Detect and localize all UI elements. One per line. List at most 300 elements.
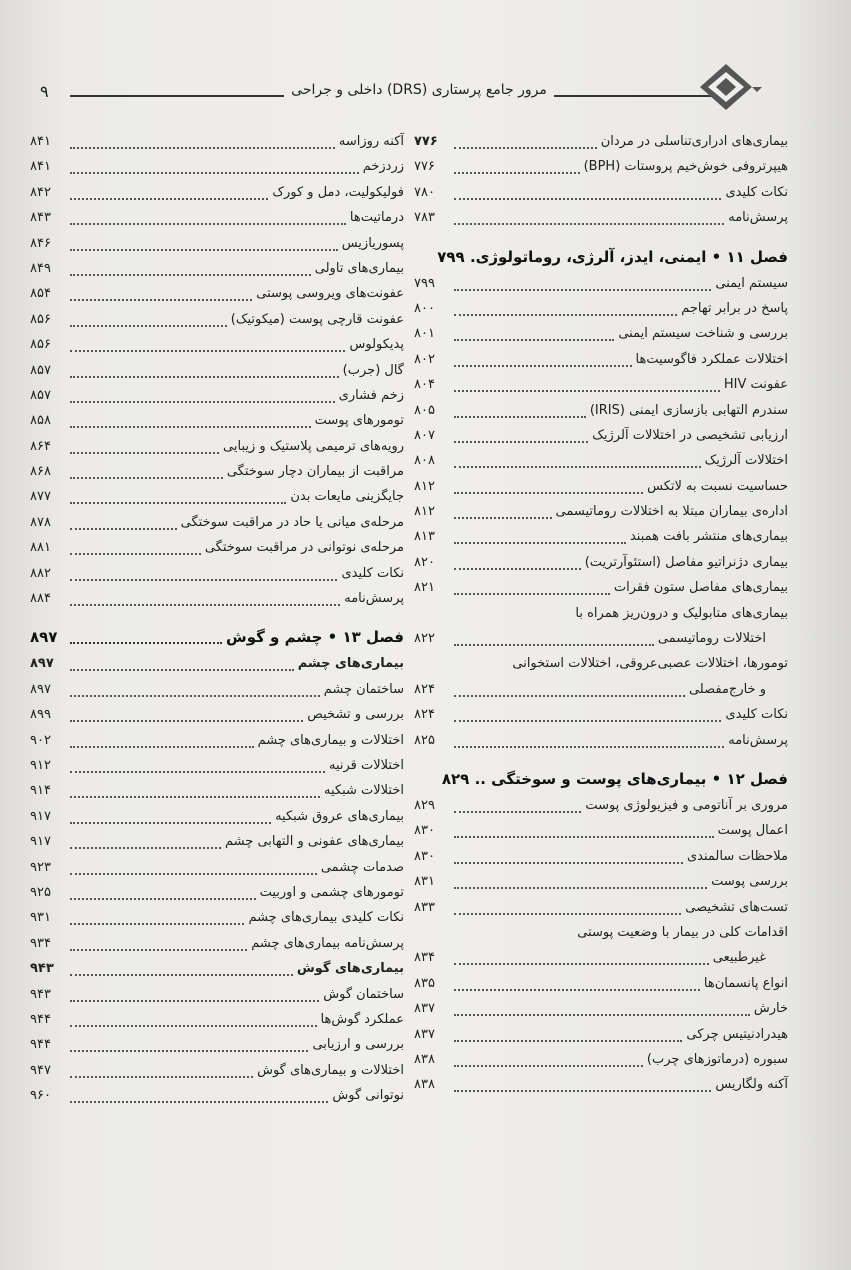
toc-entry-title: فصل ۱۲ • بیماری‌های پوست و سوختگی .. ۸۲۹ — [441, 769, 788, 788]
toc-page-number: ۹۶۰ — [30, 1088, 51, 1104]
toc-entry-title: بیماری‌های ادراری‌تناسلی در مردان — [600, 134, 788, 149]
toc-page-number: ۹۰۲ — [30, 732, 51, 748]
dot-leader — [70, 299, 252, 301]
toc-entry-title: پاسخ در برابر تهاجم — [681, 300, 788, 316]
dot-leader — [454, 314, 677, 316]
toc-entry-title: بیماری‌های عفونی و التهابی چشم — [225, 834, 404, 850]
toc-page-number: ۸۳۱ — [414, 874, 435, 890]
toc-entry-title: اختلالات و بیماری‌های چشم — [257, 732, 404, 748]
toc-entry[interactable] — [30, 333, 404, 358]
toc-entry[interactable] — [414, 972, 788, 997]
dot-leader — [454, 862, 683, 864]
toc-entry[interactable] — [30, 830, 404, 855]
toc-entry[interactable] — [30, 703, 404, 728]
toc-entry-title: هیپرتروفی خوش‌خیم پروستات (BPH) — [583, 159, 788, 175]
section-gap — [30, 612, 404, 622]
toc-page-number: ۸۳۵ — [414, 975, 435, 991]
dot-leader — [70, 720, 303, 722]
dot-leader — [454, 568, 581, 570]
dot-leader — [454, 441, 588, 443]
toc-page-number: ۸۲۰ — [414, 554, 435, 570]
toc-page-number: ۸۶۸ — [30, 464, 51, 480]
toc-entry[interactable] — [414, 348, 788, 373]
toc-entry[interactable] — [414, 449, 788, 474]
dot-leader — [70, 502, 286, 504]
toc-entry[interactable] — [414, 272, 788, 297]
dot-leader — [454, 746, 724, 748]
section-gap — [414, 754, 788, 764]
dot-leader — [454, 339, 614, 341]
toc-entry[interactable] — [30, 435, 404, 460]
toc-page-number: ۷۸۰ — [414, 184, 435, 200]
toc-entry[interactable] — [414, 130, 788, 155]
toc-page-number: ۸۳۸ — [414, 1051, 435, 1067]
toc-entry-title: مرحله‌ی میانی یا حاد در مراقبت سوختگی — [180, 514, 404, 530]
toc-page-number: ۸۲۵ — [414, 732, 435, 748]
toc-entry[interactable] — [414, 322, 788, 347]
toc-entry-title: بیماری‌های متابولیک و درون‌ریز همراه با — [575, 605, 788, 621]
toc-page-number: ۸۳۷ — [414, 1001, 435, 1017]
toc-entry-title: ساختمان گوش — [323, 986, 404, 1002]
toc-entry-title: عفونت قارچی پوست (میکوتیک) — [230, 311, 404, 327]
toc-entry-title: اختلالات عملکرد فاگوسیت‌ها — [635, 351, 788, 367]
toc-page-number: ۹۱۷ — [30, 834, 51, 850]
toc-entry[interactable] — [30, 1008, 404, 1033]
dot-leader — [454, 913, 681, 915]
toc-entry[interactable] — [414, 525, 788, 550]
toc-entry[interactable] — [30, 906, 404, 931]
dot-leader — [70, 376, 339, 378]
dot-leader — [70, 198, 268, 200]
toc-page-number: ۸۴۲ — [30, 184, 51, 200]
toc-entry[interactable] — [414, 703, 788, 728]
toc-entry-title: و خارج‌مفصلی — [688, 681, 766, 697]
toc-entry-title: اختلالات روماتیسمی — [657, 631, 766, 647]
toc-entry-title: بررسی و تشخیص — [307, 707, 404, 723]
toc-entry-title: ساختمان چشم — [323, 681, 404, 697]
toc-entry-title: گال (جرب) — [342, 362, 404, 378]
dot-leader — [70, 528, 177, 530]
toc-page-number: ۹۲۵ — [30, 884, 51, 900]
toc-entry[interactable] — [30, 1059, 404, 1084]
dot-leader — [70, 1000, 319, 1002]
toc-entry-title: بررسی و ارزیابی — [312, 1037, 404, 1053]
toc-entry-title: مروری بر آناتومی و فیزیولوژی پوست — [585, 797, 788, 813]
toc-page-number: ۸۲۴ — [414, 707, 435, 723]
toc-entry[interactable] — [414, 500, 788, 525]
toc-page-number: ۸۵۷ — [30, 387, 51, 403]
toc-entry[interactable] — [414, 1048, 788, 1073]
toc-page-number: ۸۹۷ — [30, 656, 54, 672]
toc-entry-title: عفونت‌های ویروسی پوستی — [256, 286, 404, 302]
toc-page-number: ۸۵۶ — [30, 311, 51, 327]
toc-entry[interactable] — [30, 983, 404, 1008]
page-number: ۹ — [40, 82, 49, 101]
toc-entry[interactable] — [30, 460, 404, 485]
toc-entry-title: مرحله‌ی نوتوانی در مراقبت سوختگی — [204, 540, 404, 556]
dot-leader — [70, 172, 359, 174]
toc-page-number: ۸۹۹ — [30, 707, 51, 723]
toc-entry-title: بیماری‌های عروق شبکیه — [275, 808, 404, 824]
toc-page-number: ۷۹۹ — [414, 275, 435, 291]
dot-leader — [454, 390, 720, 392]
header-rule-left — [70, 95, 284, 97]
dot-leader — [70, 147, 335, 149]
toc-entry-title: اختلالات شبکیه — [324, 783, 404, 799]
dot-leader — [454, 836, 714, 838]
toc-entry[interactable] — [414, 155, 788, 180]
toc-page-number: ۹۴۴ — [30, 1037, 51, 1053]
toc-entry-title: غیرطبیعی — [712, 950, 766, 966]
toc-entry[interactable] — [30, 856, 404, 881]
toc-page-number: ۹۴۳ — [30, 961, 54, 977]
dot-leader — [70, 1076, 253, 1078]
toc-entry[interactable] — [30, 678, 404, 703]
toc-entry[interactable] — [30, 511, 404, 536]
toc-page-number: ۸۵۴ — [30, 286, 51, 302]
toc-chapter-heading[interactable] — [30, 622, 404, 652]
toc-entry-title: بیماری‌های مفاصل ستون فقرات — [613, 580, 788, 596]
toc-entry[interactable] — [30, 155, 404, 180]
toc-page-number: ۸۲۹ — [414, 797, 435, 813]
toc-entry[interactable] — [414, 1023, 788, 1048]
dot-leader — [70, 898, 256, 900]
dot-leader — [70, 669, 294, 671]
toc-page-number: ۹۳۱ — [30, 910, 51, 926]
dot-leader — [454, 695, 685, 697]
dot-leader — [454, 1090, 711, 1092]
toc-entry-title: انواع پانسمان‌ها — [703, 975, 788, 991]
toc-page-number: ۸۹۷ — [30, 628, 58, 647]
toc-entry[interactable] — [30, 308, 404, 333]
dot-leader — [70, 923, 244, 925]
toc-entry[interactable] — [414, 896, 788, 921]
toc-entry-title: تومورهای چشمی و اوربیت — [259, 884, 404, 900]
toc-entry-title: خارش — [753, 1001, 788, 1017]
dot-leader — [454, 1065, 643, 1067]
toc-entry-title: عملکرد گوش‌ها — [320, 1011, 404, 1027]
toc-entry[interactable] — [30, 1033, 404, 1058]
toc-entry-title: سندرم التهابی بازسازی ایمنی (IRIS) — [589, 402, 788, 418]
toc-entry-title: پدیکولوس — [349, 337, 404, 353]
dot-leader — [454, 223, 724, 225]
dot-leader — [454, 811, 581, 813]
toc-entry[interactable] — [30, 754, 404, 779]
toc-page-number: ۸۴۱ — [30, 159, 51, 175]
toc-entry-title: پرسش‌نامه بیماری‌های چشم — [251, 935, 404, 951]
toc-entry-title: مراقبت از بیماران دچار سوختگی — [226, 464, 404, 480]
toc-entry[interactable] — [30, 729, 404, 754]
dot-leader — [454, 416, 586, 418]
dot-leader — [454, 466, 701, 468]
toc-entry[interactable] — [414, 870, 788, 895]
toc-page-number: ۸۸۴ — [30, 591, 51, 607]
toc-entry[interactable] — [414, 794, 788, 819]
toc-entry[interactable] — [414, 475, 788, 500]
toc-page-number: ۸۳۷ — [414, 1026, 435, 1042]
dot-leader — [70, 796, 320, 798]
toc-page-number: ۸۷۸ — [30, 514, 51, 530]
dot-leader — [70, 274, 311, 276]
dot-leader — [70, 1050, 308, 1052]
toc-page-number: ۸۰۵ — [414, 402, 435, 418]
toc-entry-title: نکات کلیدی — [725, 184, 788, 200]
toc-entry-title: اداره‌ی بیماران مبتلا به اختلالات روماتیسمی — [555, 504, 788, 520]
toc-page-number: ۸۳۰ — [414, 823, 435, 839]
toc-entry[interactable] — [30, 485, 404, 510]
toc-page-number: ۸۰۱ — [414, 326, 435, 342]
toc-entry-title: پرسش‌نامه — [728, 732, 788, 748]
dot-leader — [454, 289, 711, 291]
toc-entry[interactable] — [414, 576, 788, 601]
dot-leader — [454, 1040, 682, 1042]
dot-leader — [70, 1025, 317, 1027]
toc-page-number: ۸۸۱ — [30, 540, 51, 556]
toc-page-number: ۹۱۲ — [30, 757, 51, 773]
toc-entry[interactable] — [30, 652, 404, 677]
dot-leader — [454, 593, 610, 595]
dot-leader — [454, 644, 654, 646]
toc-page-number: ۹۳۴ — [30, 935, 51, 951]
toc-entry-line[interactable] — [414, 652, 788, 677]
toc-page-number: ۹۲۳ — [30, 859, 51, 875]
book-title: مرور جامع پرستاری (DRS) داخلی و جراحی — [291, 82, 547, 98]
toc-entry-title: بیماری‌های چشم — [297, 656, 404, 672]
toc-entry-title: سیستم ایمنی — [715, 275, 788, 291]
toc-page-number: ۸۳۰ — [414, 848, 435, 864]
toc-page-number: ۸۲۴ — [414, 681, 435, 697]
toc-entry[interactable] — [30, 779, 404, 804]
toc-entry-title: بررسی پوست — [711, 874, 788, 890]
dot-leader — [454, 720, 721, 722]
publisher-logo-icon — [688, 62, 764, 112]
toc-entry-title: ارزیابی تشخیصی در اختلالات آلرژیک — [592, 427, 788, 443]
toc-page-number: ۹۱۷ — [30, 808, 51, 824]
dot-leader — [70, 695, 320, 697]
toc-entry[interactable] — [30, 359, 404, 384]
dot-leader — [454, 963, 709, 965]
toc-page-number: ۸۰۰ — [414, 300, 435, 316]
toc-entry-title: درماتیت‌ها — [349, 210, 404, 226]
toc-entry[interactable] — [414, 181, 788, 206]
toc-entry-title: زخم فشاری — [338, 387, 404, 403]
page-header — [30, 62, 770, 112]
toc-entry[interactable] — [414, 678, 788, 703]
toc-page-number: ۸۹۷ — [30, 681, 51, 697]
toc-page-number: ۸۲۲ — [414, 631, 435, 647]
dot-leader — [454, 989, 700, 991]
toc-entry[interactable] — [30, 587, 404, 612]
toc-page-number: ۹۱۴ — [30, 783, 51, 799]
toc-page-number: ۸۵۶ — [30, 337, 51, 353]
toc-entry[interactable] — [30, 282, 404, 307]
toc-page-number: ۸۷۷ — [30, 489, 51, 505]
dot-leader — [70, 642, 222, 644]
toc-entry-title: هیدرادنیتیس چرکی — [686, 1026, 788, 1042]
dot-leader — [454, 1014, 750, 1016]
dot-leader — [70, 325, 227, 327]
dot-leader — [70, 873, 317, 875]
toc-entry[interactable] — [30, 881, 404, 906]
toc-entry[interactable] — [414, 399, 788, 424]
toc-entry[interactable] — [30, 805, 404, 830]
section-gap — [414, 232, 788, 242]
dot-leader — [454, 517, 552, 519]
dot-leader — [70, 771, 325, 773]
toc-entry-title: نوتوانی گوش — [332, 1088, 404, 1104]
toc-entry-title: نکات کلیدی — [725, 707, 788, 723]
toc-column-left — [30, 130, 404, 1109]
toc-entry-title: اعمال پوست — [717, 823, 788, 839]
toc-page-number: ۸۶۴ — [30, 438, 51, 454]
toc-entry[interactable] — [30, 130, 404, 155]
dot-leader — [454, 365, 632, 367]
toc-chapter-heading[interactable] — [414, 242, 788, 272]
toc-entry-title: پرسش‌نامه — [728, 210, 788, 226]
dot-leader — [70, 847, 221, 849]
toc-entry[interactable] — [414, 627, 788, 652]
dot-leader — [454, 887, 707, 889]
toc-page-number: ۸۴۳ — [30, 210, 51, 226]
toc-entry[interactable] — [414, 551, 788, 576]
toc-entry-title: آکنه روزاسه — [338, 134, 404, 149]
toc-page-number: ۸۰۷ — [414, 427, 435, 443]
toc-entry-title: فولیکولیت، دمل و کورک — [272, 184, 404, 200]
toc-page-number: ۸۴۱ — [30, 134, 51, 149]
dot-leader — [70, 350, 345, 352]
toc-entry[interactable] — [414, 729, 788, 754]
toc-page-number: ۸۱۳ — [414, 529, 435, 545]
toc-entry-title: فصل ۱۳ • چشم و گوش — [226, 628, 404, 647]
toc-entry[interactable] — [414, 1073, 788, 1098]
toc-entry[interactable] — [414, 424, 788, 449]
toc-entry-title: رویه‌های ترمیمی پلاستیک و زیبایی — [223, 438, 404, 454]
toc-entry-title: تست‌های تشخیصی — [685, 899, 788, 915]
toc-entry-line[interactable] — [414, 602, 788, 627]
toc-entry[interactable] — [30, 384, 404, 409]
dot-leader — [454, 198, 721, 200]
toc-page-number: ۸۰۴ — [414, 377, 435, 393]
toc-page-number: ۸۵۷ — [30, 362, 51, 378]
toc-page-number: ۸۳۸ — [414, 1077, 435, 1093]
toc-entry[interactable] — [30, 1084, 404, 1109]
toc-entry-title: بیماری‌های گوش — [296, 961, 404, 977]
toc-entry[interactable] — [30, 409, 404, 434]
toc-entry-title: صدمات چشمی — [320, 859, 404, 875]
toc-entry-title: نکات کلیدی بیماری‌های چشم — [248, 910, 404, 926]
dot-leader — [454, 542, 626, 544]
toc-entry-title: تومورها، اختلالات عصبی‌عروقی، اختلالات استخوانی — [512, 656, 788, 672]
toc-entry-title: اختلالات و بیماری‌های گوش — [257, 1062, 404, 1078]
dot-leader — [454, 172, 580, 174]
dot-leader — [70, 426, 311, 428]
dot-leader — [70, 553, 201, 555]
toc-entry[interactable] — [30, 257, 404, 282]
toc-entry[interactable] — [414, 297, 788, 322]
toc-entry-title: پرسش‌نامه — [344, 591, 404, 607]
toc-entry-title: بیماری‌های تاولی — [314, 260, 404, 276]
toc-entry[interactable] — [414, 845, 788, 870]
toc-entry[interactable] — [414, 946, 788, 971]
dot-leader — [70, 604, 340, 606]
toc-entry-title: آکنه ولگاریس — [715, 1077, 788, 1093]
toc-entry-title: بیماری‌های منتشر بافت همبند — [629, 529, 788, 545]
toc-entry[interactable] — [30, 536, 404, 561]
toc-page-number: ۸۲۱ — [414, 580, 435, 596]
toc-entry-title: اختلالات قرنیه — [328, 757, 404, 773]
toc-page-number: ۷۷۶ — [414, 134, 438, 149]
dot-leader — [70, 249, 338, 251]
toc-page-number: ۹۴۳ — [30, 986, 51, 1002]
toc-entry[interactable] — [414, 206, 788, 231]
toc-page-number: ۸۱۲ — [414, 504, 435, 520]
toc-column-right — [414, 130, 788, 1099]
toc-page-number: ۸۴۹ — [30, 260, 51, 276]
dot-leader — [70, 822, 271, 824]
toc-page-number: ۹۴۷ — [30, 1062, 51, 1078]
dot-leader — [70, 401, 335, 403]
toc-entry[interactable] — [414, 997, 788, 1022]
dot-leader — [70, 746, 254, 748]
dot-leader — [70, 974, 293, 976]
toc-entry[interactable] — [414, 373, 788, 398]
toc-entry-title: ملاحظات سالمندی — [686, 848, 788, 864]
dot-leader — [454, 147, 597, 149]
dot-leader — [70, 477, 223, 479]
toc-entry-title: نکات کلیدی — [341, 565, 404, 581]
toc-entry-title: حساسیت نسبت به لاتکس — [647, 478, 788, 494]
toc-page-number: ۷۸۳ — [414, 210, 435, 226]
toc-entry-title: اقدامات کلی در بیمار با وضعیت پوستی — [577, 924, 788, 940]
toc-chapter-heading[interactable] — [414, 764, 788, 794]
toc-entry-title: جایگزینی مایعات بدن — [290, 489, 404, 505]
toc-entry-title: بررسی و شناخت سیستم ایمنی — [618, 326, 788, 342]
toc-page-number: ۸۰۸ — [414, 453, 435, 469]
dot-leader — [70, 579, 337, 581]
toc-entry[interactable] — [30, 932, 404, 957]
dot-leader — [70, 1101, 328, 1103]
dot-leader — [454, 492, 643, 494]
toc-entry[interactable] — [414, 819, 788, 844]
toc-page-number: ۸۰۲ — [414, 351, 435, 367]
toc-entry-title: زردزخم — [362, 159, 404, 175]
dot-leader — [70, 452, 219, 454]
toc-page-number: ۸۳۴ — [414, 950, 435, 966]
toc-entry-line[interactable] — [414, 921, 788, 946]
toc-entry[interactable] — [30, 232, 404, 257]
toc-page-number: ۷۷۶ — [414, 159, 435, 175]
toc-entry-title: سبوره (درماتوزهای چرب) — [646, 1051, 788, 1067]
toc-entry-title: عفونت HIV — [723, 377, 788, 393]
toc-entry[interactable] — [30, 562, 404, 587]
toc-entry[interactable] — [30, 206, 404, 231]
toc-entry[interactable] — [30, 181, 404, 206]
toc-entry-title: پسوریازیس — [341, 235, 404, 251]
dot-leader — [70, 223, 346, 225]
toc-page-number: ۹۴۴ — [30, 1011, 51, 1027]
toc-entry-title: اختلالات آلرژیک — [704, 453, 788, 469]
dot-leader — [70, 949, 247, 951]
toc-page-number: ۸۴۶ — [30, 235, 51, 251]
toc-page-number: ۸۸۲ — [30, 565, 51, 581]
toc-page-number: ۸۱۲ — [414, 478, 435, 494]
toc-page-number: ۸۳۳ — [414, 899, 435, 915]
toc-page-number: ۸۵۸ — [30, 413, 51, 429]
toc-entry-title: فصل ۱۱ • ایمنی، ایدز، آلرژی، روماتولوژی. ۷۹۹ — [437, 247, 788, 266]
toc-entry-title: تومورهای پوست — [314, 413, 404, 429]
toc-entry[interactable] — [30, 957, 404, 982]
toc-entry-title: بیماری دژنراتیو مفاصل (استئوآرتریت) — [584, 554, 788, 570]
